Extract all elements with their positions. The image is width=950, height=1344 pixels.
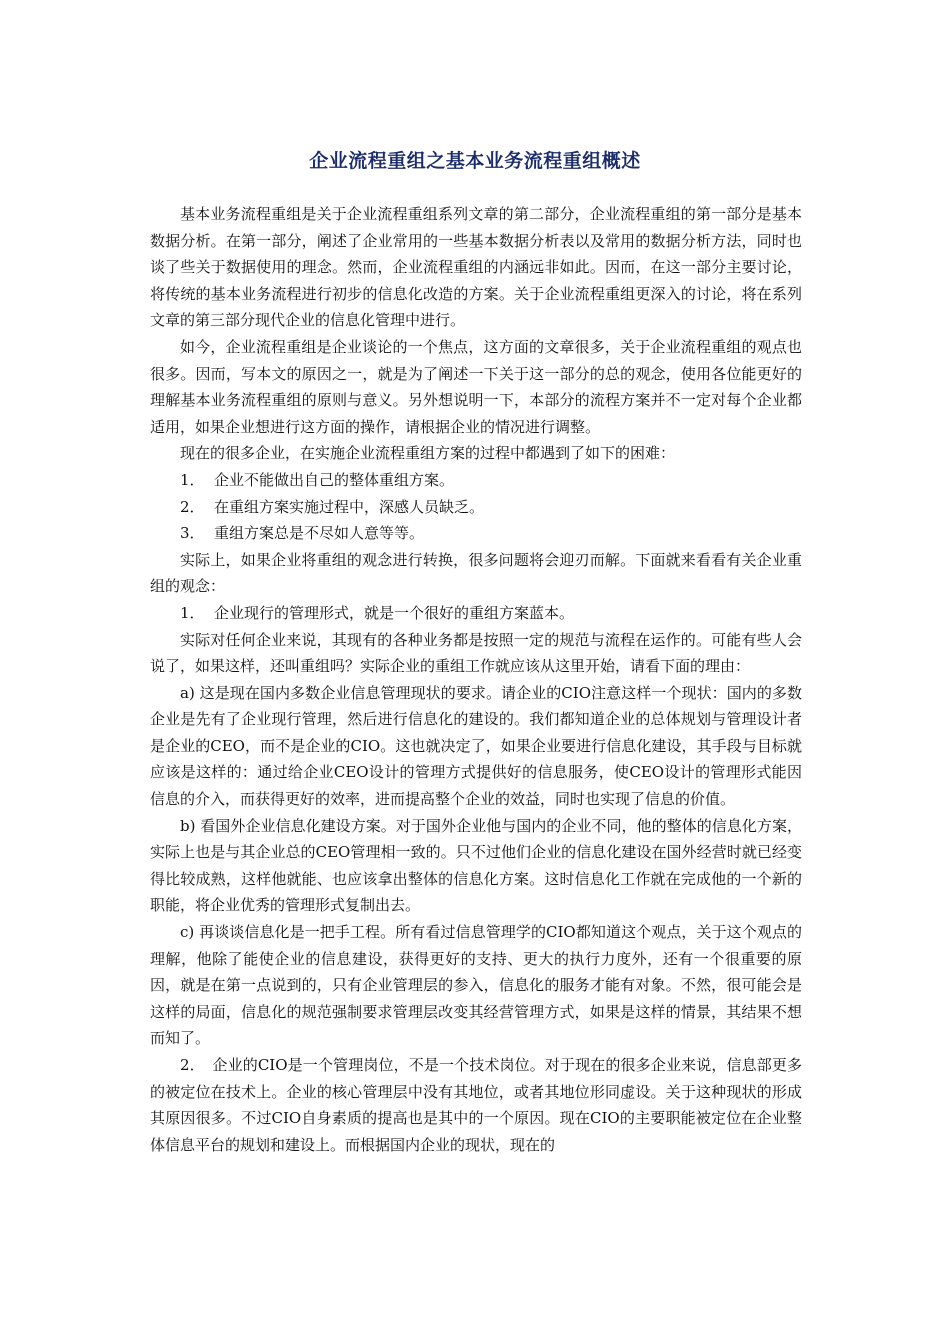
- paragraph-concept-2: 2． 企业的CIO是一个管理岗位，不是一个技术岗位。对于现在的很多企业来说，信息部更多的被定位在技术上。企业的核心管理层中没有其地位，或者其地位形同虚设。关于这种现状的形成其原因很多。不过CIO自身素质的提高也是其中的一个原因。现在CIO的主要职能被定位在企业整体信息平台的规划和建设上。而根据国内企业的现状，现在的: [150, 1056, 802, 1154]
- list-item-difficulty-3: [150, 520, 802, 547]
- paragraph-concepts-intro: 实际上，如果企业将重组的观念进行转换，很多问题将会迎刃而解。下面就来看看有关企业重组的观念：: [150, 550, 802, 596]
- list-text: 在重组方案实施过程中，深感人员缺乏。: [214, 497, 485, 516]
- paragraph-reason-b: b) 看国外企业信息化建设方案。对于国外企业他与国内的企业不同，他的整体的信息化方案，实际上也是与其企业总的CEO管理相一致的。只不过他们企业的信息化建设在国外经营时就已经变得比较成熟，这样他就能、也应该拿出整体的信息化方案。这时信息化工作就在完成他的一个新的职能，将企业优秀的管理形式复制出去。: [150, 816, 802, 915]
- list-item-concept-1: [150, 600, 802, 627]
- paragraph-reason-c: c) 再谈谈信息化是一把手工程。所有看过信息管理学的CIO都知道这个观点，关于这个观点的理解，他除了能使企业的信息建设，获得更好的支持、更大的执行力度外，还有一个很重要的原因，就是在第一点说到的，只有企业管理层的参入，信息化的服务才能有对象。不然，很可能会是这样的局面，信息化的规范强制要求管理层改变其经营管理方式，如果是这样的情景，其结果不想而知了。: [150, 923, 802, 1048]
- list-text: 企业不能做出自己的整体重组方案。: [214, 470, 455, 489]
- paragraph-reason-a: a) 这是现在国内多数企业信息管理现状的要求。请企业的CIO注意这样一个现状：国内的多数企业是先有了企业现行管理，然后进行信息化的建设的。我们都知道企业的总体规划与管理设计者是企业的CEO，而不是企业的CIO。这也就决定了，如果企业要进行信息化建设，其手段与目标就应该是这样的：通过给企业CEO设计的管理方式提供好的信息服务，使CEO设计的管理形式能因信息的介入，而获得更好的效率，进而提高整个企业的效益，同时也实现了信息的价值。: [150, 683, 802, 809]
- list-number: 1．: [180, 603, 205, 622]
- list-text: 重组方案总是不尽如人意等等。: [214, 524, 425, 543]
- list-text: 企业现行的管理形式，就是一个很好的重组方案蓝本。: [214, 603, 575, 622]
- paragraph-difficulties-intro: 现在的很多企业，在实施企业流程重组方案的过程中都遇到了如下的困难：: [180, 444, 676, 463]
- list-item-difficulty-2: [150, 494, 802, 521]
- list-number: 3．: [180, 524, 205, 543]
- list-number: 2．: [180, 497, 205, 516]
- paragraph-intro: 基本业务流程重组是关于企业流程重组系列文章的第二部分，企业流程重组的第一部分是基本数据分析。在第一部分，阐述了企业常用的一些基本数据分析表以及常用的数据分析方法，同时也谈了些关于数据使用的理念。然而，企业流程重组的内涵远非如此。因而，在这一部分主要讨论，将传统的基本业务流程进行初步的信息化改造的方案。关于企业流程重组更深入的讨论，将在系列文章的第三部分现代企业的信息化管理中进行。: [150, 205, 802, 330]
- document-title: 企业流程重组之基本业务流程重组概述: [309, 150, 641, 172]
- document-body: [150, 201, 802, 1158]
- list-item-difficulty-1: [150, 467, 802, 494]
- list-number: 1．: [180, 470, 205, 489]
- paragraph-today: 如今，企业流程重组是企业谈论的一个焦点，这方面的文章很多，关于企业流程重组的观点也很多。因而，写本文的原因之一，就是为了阐述一下关于这一部分的总的观念，使用各位能更好的理解基本业务流程重组的原则与意义。另外想说明一下，本部分的流程方案并不一定对每个企业都适用，如果企业想进行这方面的操作，请根据企业的情况进行调整。: [150, 337, 802, 436]
- paragraph-reasons-intro: 实际对任何企业来说，其现有的各种业务都是按照一定的规范与流程在运作的。可能有些人会说了，如果这样，还叫重组吗？实际企业的重组工作就应该从这里开始，请看下面的理由：: [150, 630, 802, 676]
